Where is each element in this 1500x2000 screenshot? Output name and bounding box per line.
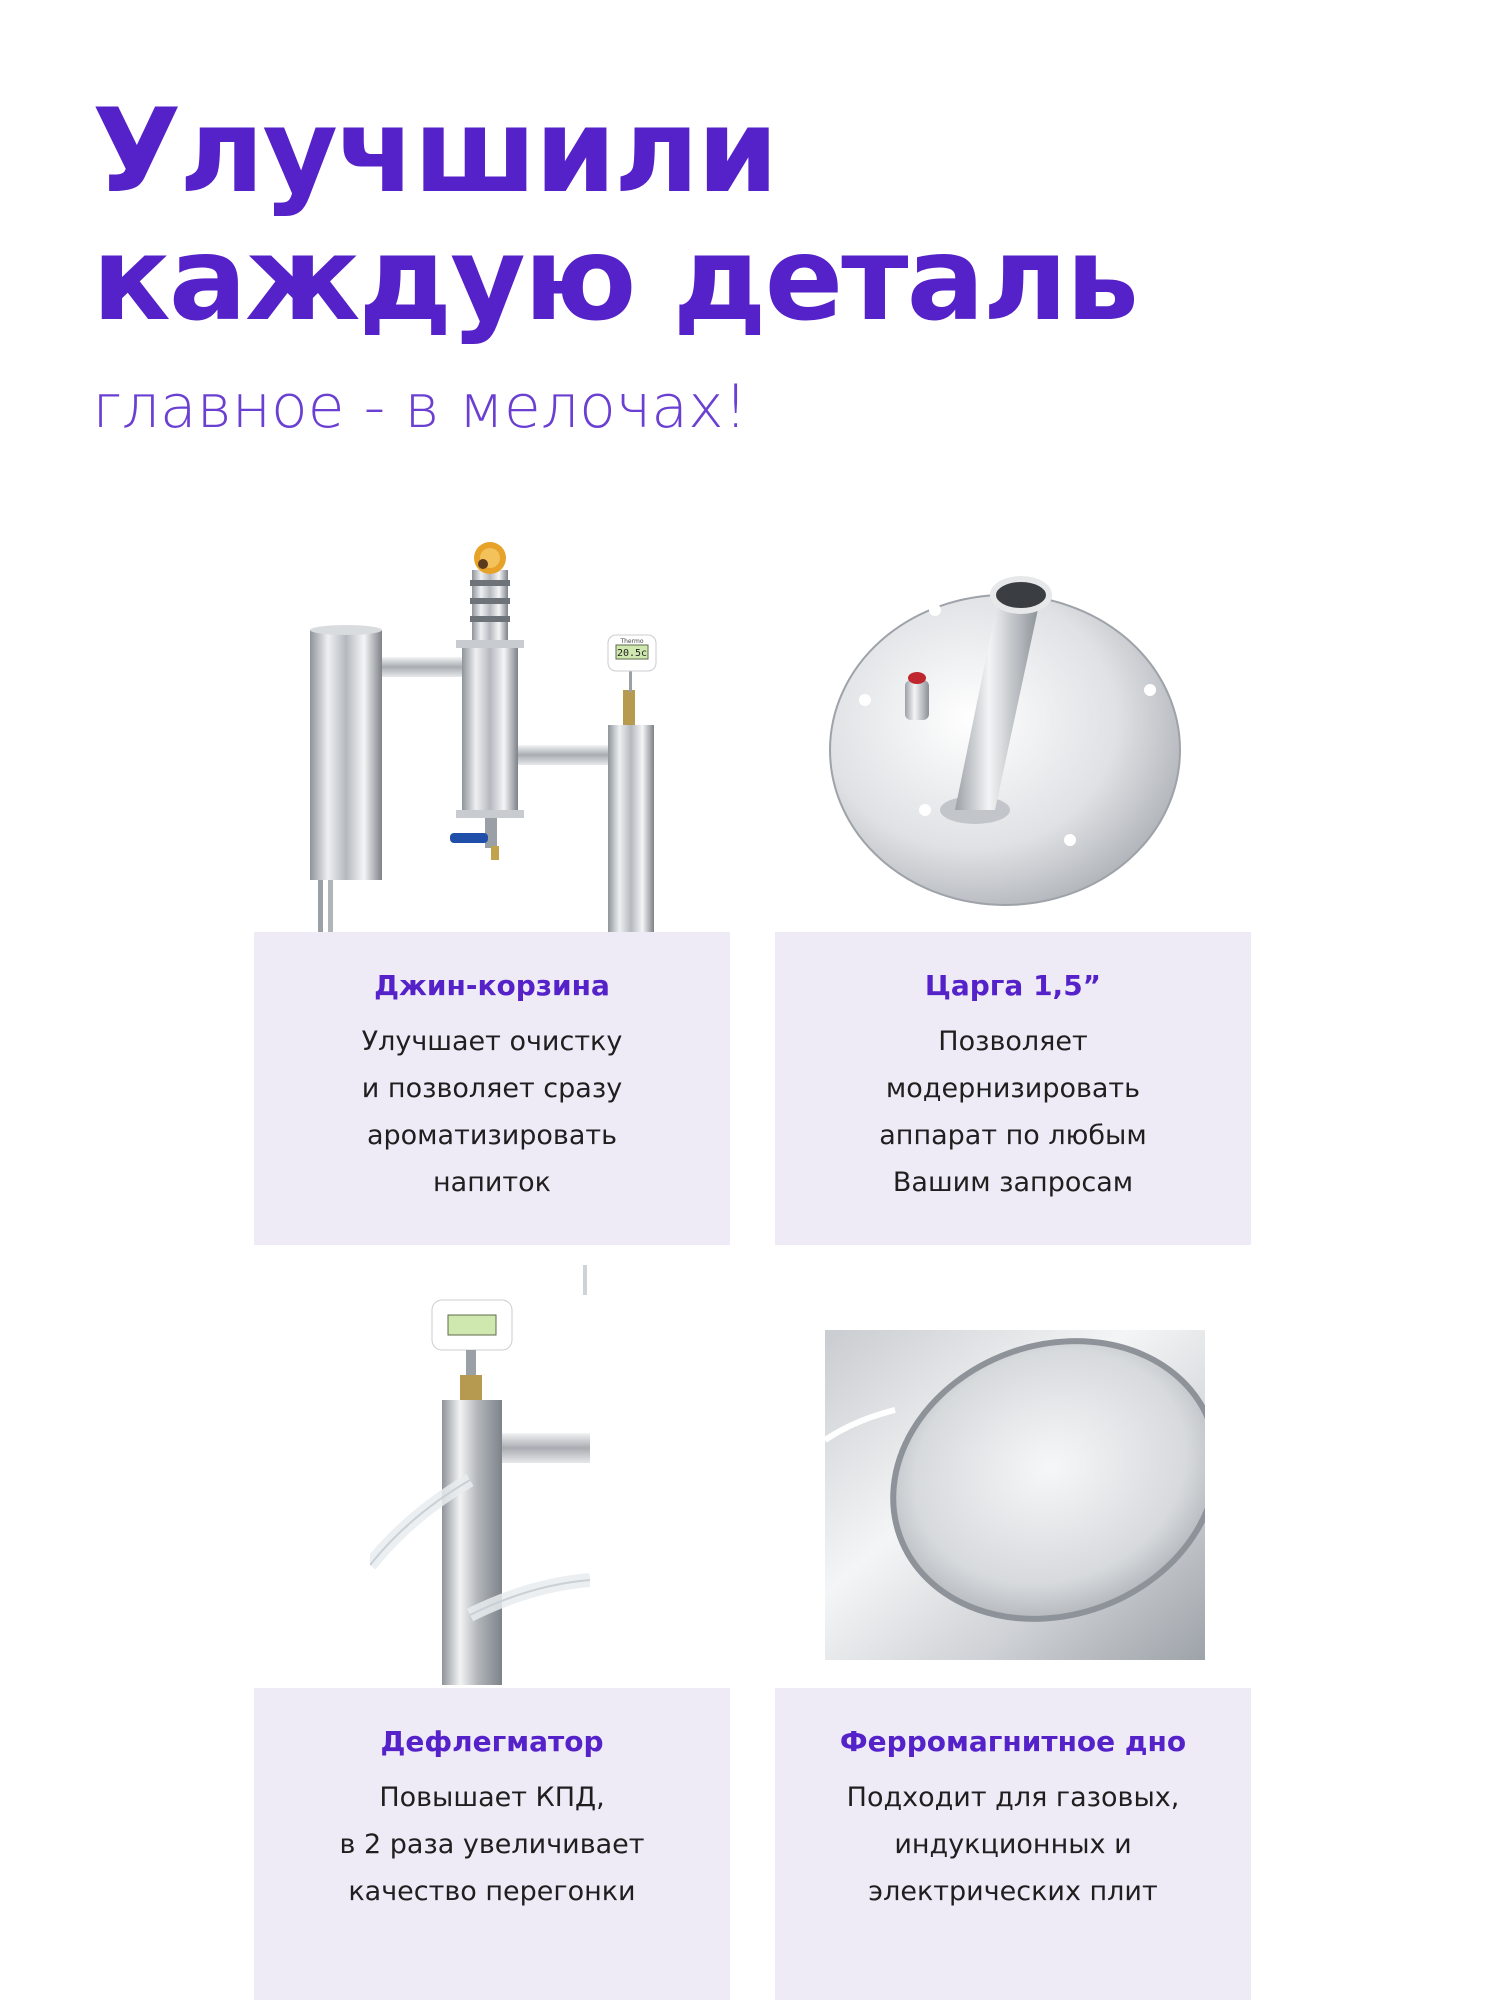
ferromagnetic-bottom-image [825,1330,1205,1660]
feature-title: Джин-корзина [374,969,610,1002]
thermometer-brand: Thermo [620,638,644,645]
feature-description [775,1018,1251,1206]
feature-line: ароматизировать [366,1120,618,1151]
feature-line: модернизировать [885,1073,1141,1104]
feature-title: Царга 1,5” [924,969,1102,1002]
feature-line: Подходит для газовых, [846,1782,1180,1813]
feature-line: и позволяет сразу [361,1073,623,1104]
title-line-1: Улучшили [92,84,777,219]
feature-line: в 2 раза увеличивает [339,1829,645,1860]
dephlegmator-image [370,1265,590,1685]
feature-description [775,1774,1251,1915]
title-line-2: каждую деталь [92,212,1138,347]
feature-card-tsarga [775,932,1251,1245]
feature-line: индукционных и [894,1829,1132,1860]
feature-line: Позволяет [938,1026,1088,1057]
feature-description [254,1774,730,1915]
page-subtitle: главное - в мелочах! [92,372,748,442]
feature-line: Вашим запросам [892,1167,1134,1198]
feature-line: аппарат по любым [879,1120,1147,1151]
page-title [92,84,1138,347]
feature-card-dephlegmator [254,1688,730,2000]
feature-line: Повышает КПД, [379,1782,605,1813]
feature-line: электрических плит [868,1876,1158,1907]
feature-card-gin-basket [254,932,730,1245]
feature-line: Улучшает очистку [361,1026,623,1057]
feature-card-ferromagnetic-bottom [775,1688,1251,2000]
feature-line: качество перегонки [348,1876,636,1907]
gin-basket-column-image [290,540,710,935]
feature-line: напиток [433,1167,551,1198]
thermometer-reading: 20.5c [616,648,648,659]
feature-title: Дефлегматор [380,1725,604,1758]
feature-description [254,1018,730,1206]
feature-title: Ферромагнитное дно [839,1725,1187,1758]
tsarga-lid-image [825,570,1185,910]
